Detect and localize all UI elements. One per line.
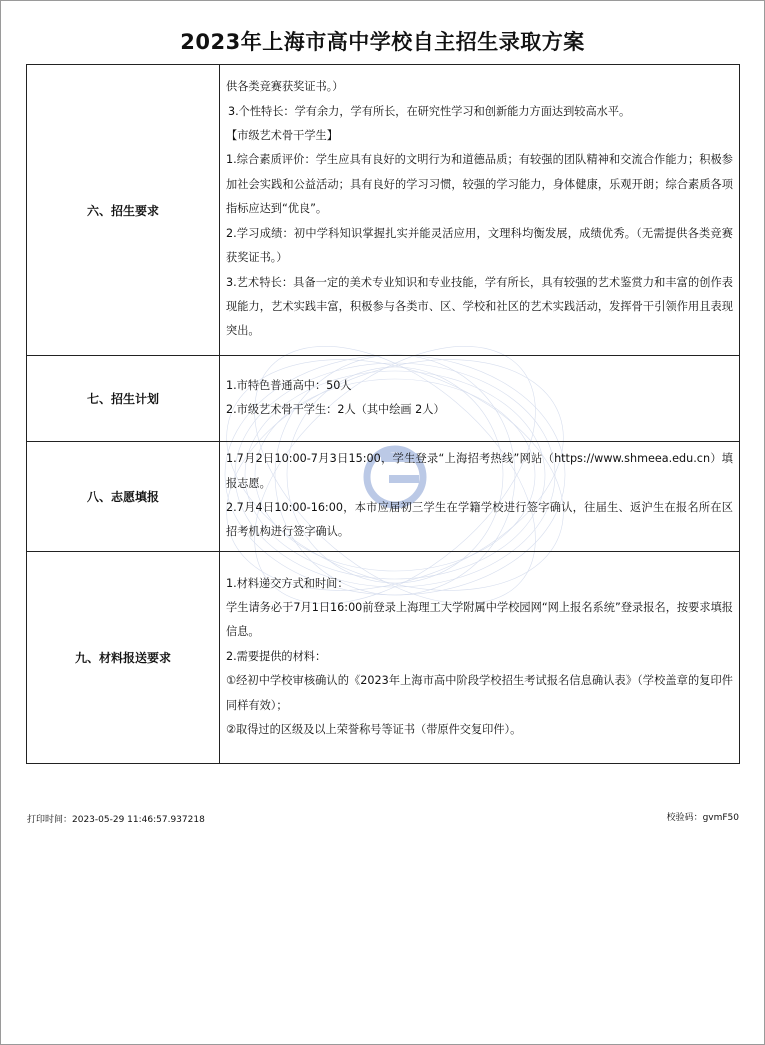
paragraph: 供各类竞赛获奖证书。）: [226, 80, 344, 94]
table-row: [27, 552, 740, 764]
row-label-plan: 七、招生计划: [27, 356, 220, 442]
row-label-materials: 九、材料报送要求: [27, 552, 220, 764]
table-row: [27, 65, 740, 356]
row-content-materials: [220, 552, 740, 764]
row-label-requirements: 六、招生要求: [27, 65, 220, 356]
paragraph: 2.市级艺术骨干学生：2人（其中绘画 2人）: [226, 403, 445, 416]
paragraph: 3.个性特长：学有余力，学有所长，在研究性学习和创新能力方面达到较高水平。: [228, 104, 631, 118]
paragraph: 1.综合素质评价：学生应具有良好的文明行为和道德品质；有较强的团队精神和交流合作能力；积极参加社会实践和公益活动；具有良好的学习习惯，较强的学习能力，身体健康，乐观开朗；综合素质各项指标应达到“优良”。: [226, 153, 733, 216]
row-label-application: 八、志愿填报: [27, 442, 220, 552]
section-heading: 【市级艺术骨干学生】: [226, 129, 338, 143]
paragraph: 学生请务必于7月1日16:00前登录上海理工大学附属中学校园网“网上报名系统”登录报名，按要求填报信息。: [226, 600, 733, 639]
paragraph: 3.艺术特长：具备一定的美术专业知识和专业技能，学有所长，具有较强的艺术鉴赏力和丰富的创作表现能力，艺术实践丰富，积极参与各类市、区、学校和社区的艺术实践活动，发挥骨干引领作用且表现突出。: [226, 275, 733, 338]
table-row: [27, 356, 740, 442]
paragraph: 2.学习成绩：初中学科知识掌握扎实并能灵活应用，文理科均衡发展，成绩优秀。（无需提供各类竞赛获奖证书。）: [226, 226, 733, 265]
admission-requirements-table: [26, 64, 740, 764]
check-code: 校验码：gvmF50: [666, 813, 739, 823]
row-content-application: [220, 442, 740, 552]
paragraph: 2.7月4日10:00-16:00，本市应届初三学生在学籍学校进行签字确认，往届生、返沪生在报名所在区招考机构进行签字确认。: [226, 501, 733, 539]
print-time: 打印时间：2023-05-29 11:46:57.937218: [27, 815, 205, 825]
paragraph: 1.材料递交方式和时间：: [226, 576, 349, 590]
paragraph: 2.需要提供的材料：: [226, 649, 327, 663]
row-content-requirements: [220, 65, 740, 356]
paragraph: ②取得过的区级及以上荣誉称号等证书（带原件交复印件）。: [226, 723, 522, 737]
paragraph: ①经初中学校审核确认的《2023年上海市高中阶段学校招生考试报名信息确认表》（学校盖章的复印件同样有效）；: [226, 674, 733, 712]
document-title: 2023年上海市高中学校自主招生录取方案: [180, 30, 585, 54]
paragraph: 1.市特色普通高中：50人: [226, 378, 352, 392]
paragraph: 1.7月2日10:00-7月3日15:00，学生登录“上海招考热线”网站（https://www.shmeea.edu.cn）填报志愿。: [226, 452, 733, 490]
row-content-plan: [220, 356, 740, 442]
table-row: [27, 442, 740, 552]
